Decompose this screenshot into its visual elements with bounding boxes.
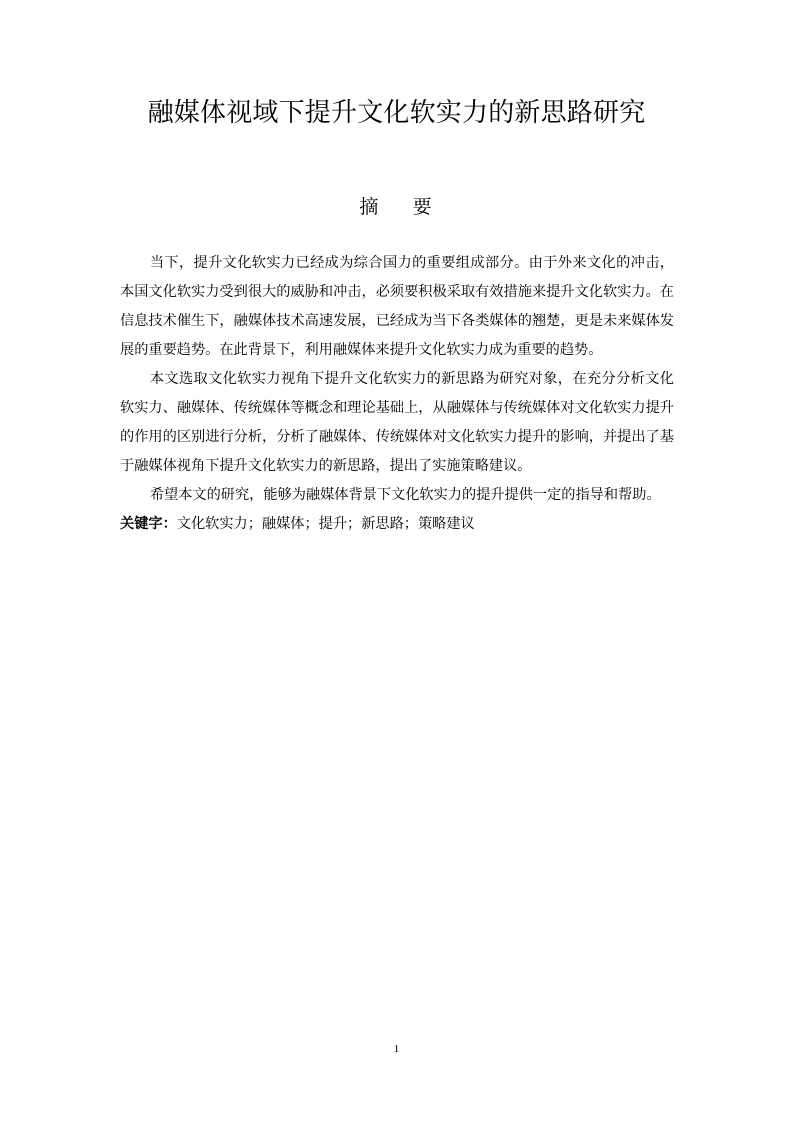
abstract-paragraph-1: 当下，提升文化软实力已经成为综合国力的重要组成部分。由于外来文化的冲击，本国文化软实力受到很大的威胁和冲击，必须要积极采取有效措施来提升文化软实力。在信息技术催生下，融媒体技术高速发展，已经成为当下各类媒体的翘楚，更是未来媒体发展的重要趋势。在此背景下，利用融媒体来提升文化软实力成为重要的趋势。 bbox=[120, 255, 674, 358]
abstract-paragraph-3: 希望本文的研究，能够为融媒体背景下文化软实力的提升提供一定的指导和帮助。 bbox=[149, 487, 661, 503]
abstract-paragraph-2: 本文选取文化软实力视角下提升文化软实力的新思路为研究对象，在充分分析文化软实力、融媒体、传统媒体等概念和理论基础上，从融媒体与传统媒体对文化软实力提升的作用的区别进行分析，分析了融媒体、传统媒体对文化软实力提升的影响，并提出了基于融媒体视角下提升文化软实力的新思路，提出了实施策略建议。 bbox=[120, 371, 674, 474]
abstract-heading: 摘 要 bbox=[359, 196, 434, 218]
keywords-label: 关键字： bbox=[120, 516, 177, 532]
keywords-line bbox=[120, 510, 674, 539]
abstract-body bbox=[120, 249, 674, 539]
page-number: 1 bbox=[393, 1043, 400, 1055]
document-title: 融媒体视域下提升文化软实力的新思路研究 bbox=[147, 98, 646, 128]
keywords-value: 文化软实力；融媒体；提升；新思路；策略建议 bbox=[176, 516, 475, 532]
